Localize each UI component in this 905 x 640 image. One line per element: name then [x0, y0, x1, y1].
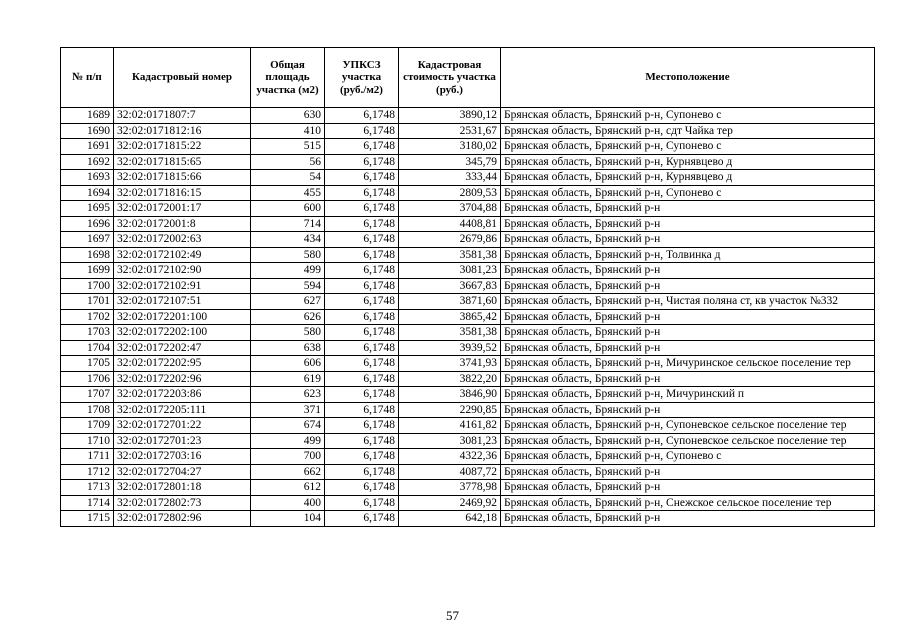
cell-number: 1702 [61, 309, 114, 325]
cell-area: 612 [251, 480, 325, 496]
cell-upksz: 6,1748 [325, 511, 399, 527]
header-cadastral-cost: Кадастровая стоимость участка (руб.) [399, 48, 501, 108]
cell-area: 455 [251, 185, 325, 201]
cell-location: Брянская область, Брянский р-н [501, 309, 875, 325]
cell-number: 1694 [61, 185, 114, 201]
table-row [61, 139, 875, 155]
table-row [61, 433, 875, 449]
cell-area: 410 [251, 123, 325, 139]
header-number: № п/п [61, 48, 114, 108]
cell-number: 1690 [61, 123, 114, 139]
cell-cadastral-number: 32:02:0171807:7 [114, 108, 251, 124]
cell-number: 1712 [61, 464, 114, 480]
cell-cadastral-cost: 2469,92 [399, 495, 501, 511]
cell-number: 1713 [61, 480, 114, 496]
cell-cadastral-cost: 4161,82 [399, 418, 501, 434]
cell-cadastral-number: 32:02:0172001:8 [114, 216, 251, 232]
table-row [61, 309, 875, 325]
cell-location: Брянская область, Брянский р-н, Супоневское сельское поселение тер [501, 418, 875, 434]
cadastral-value-table [60, 47, 875, 527]
cell-number: 1714 [61, 495, 114, 511]
cell-cadastral-number: 32:02:0172701:22 [114, 418, 251, 434]
table-row [61, 201, 875, 217]
cell-cadastral-number: 32:02:0172001:17 [114, 201, 251, 217]
cell-cadastral-cost: 333,44 [399, 170, 501, 186]
cell-upksz: 6,1748 [325, 247, 399, 263]
cell-cadastral-cost: 3667,83 [399, 278, 501, 294]
cell-number: 1701 [61, 294, 114, 310]
table-row [61, 449, 875, 465]
cell-number: 1698 [61, 247, 114, 263]
cell-cadastral-cost: 3741,93 [399, 356, 501, 372]
cell-number: 1706 [61, 371, 114, 387]
cell-cadastral-cost: 4087,72 [399, 464, 501, 480]
cell-upksz: 6,1748 [325, 371, 399, 387]
table-row [61, 418, 875, 434]
cell-cadastral-cost: 2290,85 [399, 402, 501, 418]
cell-upksz: 6,1748 [325, 170, 399, 186]
cell-area: 714 [251, 216, 325, 232]
cell-location: Брянская область, Брянский р-н, Супонево с [501, 449, 875, 465]
cell-cadastral-number: 32:02:0172802:96 [114, 511, 251, 527]
cell-area: 56 [251, 154, 325, 170]
cell-area: 580 [251, 247, 325, 263]
table-row [61, 480, 875, 496]
cell-location: Брянская область, Брянский р-н [501, 216, 875, 232]
cell-location: Брянская область, Брянский р-н [501, 325, 875, 341]
cell-upksz: 6,1748 [325, 201, 399, 217]
cell-upksz: 6,1748 [325, 139, 399, 155]
cell-cadastral-number: 32:02:0172202:47 [114, 340, 251, 356]
cell-location: Брянская область, Брянский р-н [501, 371, 875, 387]
cell-upksz: 6,1748 [325, 340, 399, 356]
cell-number: 1691 [61, 139, 114, 155]
cell-cadastral-cost: 2679,86 [399, 232, 501, 248]
cell-location: Брянская область, Брянский р-н, Супонево с [501, 185, 875, 201]
cell-cadastral-number: 32:02:0171812:16 [114, 123, 251, 139]
cell-cadastral-cost: 3890,12 [399, 108, 501, 124]
cell-upksz: 6,1748 [325, 464, 399, 480]
cell-cadastral-cost: 642,18 [399, 511, 501, 527]
cell-location: Брянская область, Брянский р-н [501, 511, 875, 527]
cell-upksz: 6,1748 [325, 449, 399, 465]
cell-cadastral-cost: 3871,60 [399, 294, 501, 310]
table-row [61, 387, 875, 403]
cell-location: Брянская область, Брянский р-н [501, 480, 875, 496]
table-row [61, 263, 875, 279]
cell-cadastral-number: 32:02:0172701:23 [114, 433, 251, 449]
header-upksz: УПКСЗ участка (руб./м2) [325, 48, 399, 108]
cell-number: 1707 [61, 387, 114, 403]
cell-cadastral-number: 32:02:0172102:49 [114, 247, 251, 263]
cell-location: Брянская область, Брянский р-н, Мичуринское сельское поселение тер [501, 356, 875, 372]
cell-number: 1709 [61, 418, 114, 434]
cell-area: 499 [251, 433, 325, 449]
table-row [61, 123, 875, 139]
cell-cadastral-number: 32:02:0172203:86 [114, 387, 251, 403]
cell-number: 1708 [61, 402, 114, 418]
cell-cadastral-number: 32:02:0171815:65 [114, 154, 251, 170]
cell-location: Брянская область, Брянский р-н [501, 201, 875, 217]
table-row [61, 247, 875, 263]
cell-area: 400 [251, 495, 325, 511]
cell-upksz: 6,1748 [325, 185, 399, 201]
table-row [61, 170, 875, 186]
cell-cadastral-number: 32:02:0172802:73 [114, 495, 251, 511]
cell-area: 662 [251, 464, 325, 480]
cell-cadastral-cost: 3865,42 [399, 309, 501, 325]
cell-cadastral-cost: 3581,38 [399, 247, 501, 263]
cell-location: Брянская область, Брянский р-н [501, 340, 875, 356]
table-row [61, 185, 875, 201]
cell-location: Брянская область, Брянский р-н, Чистая поляна ст, кв участок №332 [501, 294, 875, 310]
header-cadastral-number: Кадастровый номер [114, 48, 251, 108]
cell-area: 630 [251, 108, 325, 124]
cell-number: 1693 [61, 170, 114, 186]
cell-area: 623 [251, 387, 325, 403]
cell-cadastral-cost: 3778,98 [399, 480, 501, 496]
cell-cadastral-cost: 3704,88 [399, 201, 501, 217]
cell-location: Брянская область, Брянский р-н, Супонево с [501, 108, 875, 124]
cell-upksz: 6,1748 [325, 418, 399, 434]
cell-cadastral-number: 32:02:0172107:51 [114, 294, 251, 310]
cell-location: Брянская область, Брянский р-н, Курнявцево д [501, 154, 875, 170]
cell-cadastral-cost: 3846,90 [399, 387, 501, 403]
table-row [61, 232, 875, 248]
cell-location: Брянская область, Брянский р-н [501, 263, 875, 279]
table-row [61, 356, 875, 372]
cell-upksz: 6,1748 [325, 154, 399, 170]
cell-upksz: 6,1748 [325, 216, 399, 232]
cell-cadastral-cost: 3939,52 [399, 340, 501, 356]
cell-number: 1696 [61, 216, 114, 232]
cell-area: 580 [251, 325, 325, 341]
cell-cadastral-number: 32:02:0172002:63 [114, 232, 251, 248]
cell-cadastral-number: 32:02:0171815:66 [114, 170, 251, 186]
cell-upksz: 6,1748 [325, 402, 399, 418]
cell-location: Брянская область, Брянский р-н [501, 232, 875, 248]
cell-cadastral-cost: 3822,20 [399, 371, 501, 387]
cell-location: Брянская область, Брянский р-н, Мичуринский п [501, 387, 875, 403]
table-row [61, 371, 875, 387]
cell-cadastral-number: 32:02:0172102:90 [114, 263, 251, 279]
cell-location: Брянская область, Брянский р-н, Толвинка д [501, 247, 875, 263]
cell-number: 1700 [61, 278, 114, 294]
table-row [61, 278, 875, 294]
cell-upksz: 6,1748 [325, 123, 399, 139]
cell-upksz: 6,1748 [325, 263, 399, 279]
cell-upksz: 6,1748 [325, 232, 399, 248]
cell-upksz: 6,1748 [325, 278, 399, 294]
table-row [61, 464, 875, 480]
cell-area: 619 [251, 371, 325, 387]
cell-location: Брянская область, Брянский р-н [501, 402, 875, 418]
cell-cadastral-cost: 3081,23 [399, 433, 501, 449]
header-location: Местоположение [501, 48, 875, 108]
cell-cadastral-cost: 2531,67 [399, 123, 501, 139]
cell-upksz: 6,1748 [325, 108, 399, 124]
cell-location: Брянская область, Брянский р-н, Супонево с [501, 139, 875, 155]
cell-area: 594 [251, 278, 325, 294]
cell-location: Брянская область, Брянский р-н, Снежское сельское поселение тер [501, 495, 875, 511]
table-row [61, 108, 875, 124]
cell-area: 434 [251, 232, 325, 248]
table-row [61, 495, 875, 511]
cell-number: 1710 [61, 433, 114, 449]
cell-area: 104 [251, 511, 325, 527]
cell-number: 1697 [61, 232, 114, 248]
table-row [61, 216, 875, 232]
cell-area: 626 [251, 309, 325, 325]
cell-cadastral-number: 32:02:0171815:22 [114, 139, 251, 155]
cell-cadastral-number: 32:02:0172703:16 [114, 449, 251, 465]
cell-upksz: 6,1748 [325, 433, 399, 449]
cell-cadastral-number: 32:02:0172704:27 [114, 464, 251, 480]
cell-upksz: 6,1748 [325, 387, 399, 403]
cell-cadastral-cost: 2809,53 [399, 185, 501, 201]
cell-cadastral-cost: 3081,23 [399, 263, 501, 279]
cell-cadastral-number: 32:02:0172202:100 [114, 325, 251, 341]
cell-cadastral-cost: 345,79 [399, 154, 501, 170]
cell-cadastral-cost: 3180,02 [399, 139, 501, 155]
cell-number: 1695 [61, 201, 114, 217]
cell-upksz: 6,1748 [325, 356, 399, 372]
cell-location: Брянская область, Брянский р-н [501, 464, 875, 480]
table-row [61, 402, 875, 418]
cell-number: 1703 [61, 325, 114, 341]
header-area: Общая площадь участка (м2) [251, 48, 325, 108]
cell-area: 638 [251, 340, 325, 356]
cell-area: 606 [251, 356, 325, 372]
cell-upksz: 6,1748 [325, 309, 399, 325]
cell-cadastral-number: 32:02:0171816:15 [114, 185, 251, 201]
cell-cadastral-number: 32:02:0172102:91 [114, 278, 251, 294]
cell-cadastral-number: 32:02:0172202:95 [114, 356, 251, 372]
cell-number: 1692 [61, 154, 114, 170]
cell-number: 1689 [61, 108, 114, 124]
cell-cadastral-number: 32:02:0172201:100 [114, 309, 251, 325]
cell-cadastral-number: 32:02:0172801:18 [114, 480, 251, 496]
table-row [61, 294, 875, 310]
cell-area: 700 [251, 449, 325, 465]
cell-cadastral-number: 32:02:0172202:96 [114, 371, 251, 387]
cell-area: 627 [251, 294, 325, 310]
cell-area: 499 [251, 263, 325, 279]
cell-area: 674 [251, 418, 325, 434]
cell-cadastral-cost: 3581,38 [399, 325, 501, 341]
cell-cadastral-cost: 4322,36 [399, 449, 501, 465]
cell-upksz: 6,1748 [325, 480, 399, 496]
page-number: 57 [446, 608, 459, 623]
cell-cadastral-number: 32:02:0172205:111 [114, 402, 251, 418]
cell-location: Брянская область, Брянский р-н, сдт Чайка тер [501, 123, 875, 139]
table-row [61, 154, 875, 170]
cell-area: 54 [251, 170, 325, 186]
cell-location: Брянская область, Брянский р-н [501, 278, 875, 294]
cell-upksz: 6,1748 [325, 325, 399, 341]
cell-cadastral-cost: 4408,81 [399, 216, 501, 232]
table-body [61, 108, 875, 527]
table-row [61, 511, 875, 527]
cell-area: 600 [251, 201, 325, 217]
cell-upksz: 6,1748 [325, 294, 399, 310]
cell-location: Брянская область, Брянский р-н, Супоневское сельское поселение тер [501, 433, 875, 449]
table-header-row [61, 48, 875, 108]
cell-area: 371 [251, 402, 325, 418]
table-row [61, 325, 875, 341]
cell-number: 1715 [61, 511, 114, 527]
cell-area: 515 [251, 139, 325, 155]
cell-location: Брянская область, Брянский р-н, Курнявцево д [501, 170, 875, 186]
cell-number: 1699 [61, 263, 114, 279]
cell-number: 1705 [61, 356, 114, 372]
cell-upksz: 6,1748 [325, 495, 399, 511]
table-row [61, 340, 875, 356]
cell-number: 1711 [61, 449, 114, 465]
cell-number: 1704 [61, 340, 114, 356]
